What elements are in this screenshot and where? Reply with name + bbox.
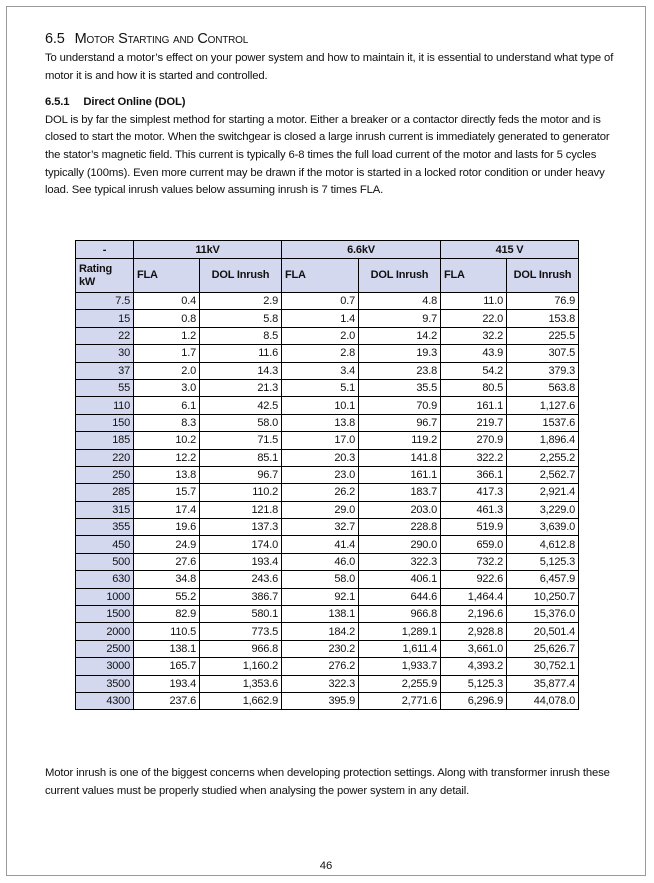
fla-cell: 237.6 <box>134 692 200 709</box>
fla-cell: 322.3 <box>282 675 359 692</box>
fla-cell: 55.2 <box>134 588 200 605</box>
fla-cell: 417.3 <box>441 484 507 501</box>
table-row <box>76 675 579 692</box>
dol-inrush-cell: 386.7 <box>200 588 282 605</box>
table-row <box>76 345 579 362</box>
intro-paragraph: To understand a motor’s effect on your power system and how to maintain it, it is essential to understand what type of motor it is and how it is started and controlled. <box>45 52 614 82</box>
fla-cell: 26.2 <box>282 484 359 501</box>
table-row <box>76 536 579 553</box>
table-row <box>76 432 579 449</box>
dol-inrush-cell: 11.6 <box>200 345 282 362</box>
dol-inrush-cell: 14.3 <box>200 362 282 379</box>
table-row <box>76 658 579 675</box>
dol-inrush-cell: 30,752.1 <box>507 658 579 675</box>
subsection-heading <box>45 94 615 112</box>
fla-cell: 5,125.3 <box>441 675 507 692</box>
fla-cell: 19.6 <box>134 519 200 536</box>
fla-cell: 366.1 <box>441 466 507 483</box>
dol-inrush-cell: 2,562.7 <box>507 466 579 483</box>
fla-cell: 276.2 <box>282 658 359 675</box>
fla-cell: 41.4 <box>282 536 359 553</box>
fla-cell: 17.4 <box>134 501 200 518</box>
dol-inrush-cell: 141.8 <box>359 449 441 466</box>
fla-cell: 13.8 <box>134 466 200 483</box>
rating-cell: 250 <box>76 466 134 483</box>
fla-cell: 138.1 <box>282 606 359 623</box>
table-row <box>76 310 579 327</box>
fla-cell: 184.2 <box>282 623 359 640</box>
fla-cell: 4,393.2 <box>441 658 507 675</box>
fla-cell: 80.5 <box>441 379 507 396</box>
dol-inrush-cell: 225.5 <box>507 327 579 344</box>
dol-inrush-cell: 406.1 <box>359 571 441 588</box>
rating-cell: 630 <box>76 571 134 588</box>
dol-inrush-cell: 379.3 <box>507 362 579 379</box>
rating-cell: 37 <box>76 362 134 379</box>
fla-cell: 10.2 <box>134 432 200 449</box>
dol-inrush-cell: 10,250.7 <box>507 588 579 605</box>
fla-cell: 34.8 <box>134 571 200 588</box>
fla-cell: 161.1 <box>441 397 507 414</box>
fla-cell: 732.2 <box>441 553 507 570</box>
dol-inrush-cell: 14.2 <box>359 327 441 344</box>
fla-cell: 15.7 <box>134 484 200 501</box>
dol-inrush-cell: 71.5 <box>200 432 282 449</box>
dol-inrush-cell: 1,611.4 <box>359 640 441 657</box>
table-row <box>76 449 579 466</box>
fla-cell: 82.9 <box>134 606 200 623</box>
table-row <box>76 484 579 501</box>
fla-cell: 3,661.0 <box>441 640 507 657</box>
rating-cell: 500 <box>76 553 134 570</box>
table-row <box>76 623 579 640</box>
dol-inrush-cell: 153.8 <box>507 310 579 327</box>
group-header-11kv: 11kV <box>134 241 282 259</box>
fla-cell: 219.7 <box>441 414 507 431</box>
fla-cell: 11.0 <box>441 293 507 310</box>
table-row <box>76 588 579 605</box>
document-page <box>6 6 646 876</box>
table-row <box>76 293 579 310</box>
fla-cell: 0.8 <box>134 310 200 327</box>
dol-inrush-cell: 773.5 <box>200 623 282 640</box>
dol-header: DOL Inrush <box>507 259 579 293</box>
rating-cell: 110 <box>76 397 134 414</box>
subsection-title: Direct Online (DOL) <box>83 96 186 109</box>
fla-cell: 1.7 <box>134 345 200 362</box>
dol-inrush-cell: 35,877.4 <box>507 675 579 692</box>
rating-cell: 1000 <box>76 588 134 605</box>
dol-header: DOL Inrush <box>200 259 282 293</box>
dol-inrush-cell: 96.7 <box>359 414 441 431</box>
fla-cell: 13.8 <box>282 414 359 431</box>
fla-cell: 3.0 <box>134 379 200 396</box>
rating-cell: 355 <box>76 519 134 536</box>
page-number: 46 <box>319 860 333 872</box>
dol-inrush-cell: 966.8 <box>359 606 441 623</box>
table-group-header <box>76 241 579 259</box>
rating-cell: 2500 <box>76 640 134 657</box>
table-row <box>76 640 579 657</box>
dol-inrush-cell: 228.8 <box>359 519 441 536</box>
inrush-table <box>75 240 579 710</box>
table-row <box>76 414 579 431</box>
rating-cell: 450 <box>76 536 134 553</box>
fla-cell: 2.0 <box>282 327 359 344</box>
fla-cell: 110.5 <box>134 623 200 640</box>
dol-inrush-cell: 25,626.7 <box>507 640 579 657</box>
dol-inrush-cell: 644.6 <box>359 588 441 605</box>
fla-cell: 6.1 <box>134 397 200 414</box>
dol-inrush-cell: 1,933.7 <box>359 658 441 675</box>
dol-inrush-cell: 1537.6 <box>507 414 579 431</box>
fla-cell: 0.4 <box>134 293 200 310</box>
fla-cell: 22.0 <box>441 310 507 327</box>
dol-inrush-cell: 4.8 <box>359 293 441 310</box>
section-title: Motor Starting and Control <box>74 31 249 47</box>
rating-cell: 220 <box>76 449 134 466</box>
page-content <box>45 31 615 200</box>
rating-cell: 3500 <box>76 675 134 692</box>
table-body <box>76 293 579 710</box>
rating-cell: 30 <box>76 345 134 362</box>
rating-cell: 185 <box>76 432 134 449</box>
fla-cell: 461.3 <box>441 501 507 518</box>
dol-inrush-cell: 4,612.8 <box>507 536 579 553</box>
fla-cell: 193.4 <box>134 675 200 692</box>
dol-inrush-cell: 23.8 <box>359 362 441 379</box>
fla-cell: 138.1 <box>134 640 200 657</box>
table-row <box>76 519 579 536</box>
rating-cell: 3000 <box>76 658 134 675</box>
dol-inrush-cell: 6,457.9 <box>507 571 579 588</box>
rating-cell: 15 <box>76 310 134 327</box>
group-header-415v: 415 V <box>441 241 579 259</box>
fla-cell: 5.1 <box>282 379 359 396</box>
dol-inrush-cell: 20,501.4 <box>507 623 579 640</box>
fla-cell: 32.2 <box>441 327 507 344</box>
fla-cell: 58.0 <box>282 571 359 588</box>
fla-cell: 17.0 <box>282 432 359 449</box>
dol-inrush-cell: 3,229.0 <box>507 501 579 518</box>
fla-header: FLA <box>282 259 359 293</box>
fla-cell: 43.9 <box>441 345 507 362</box>
fla-cell: 659.0 <box>441 536 507 553</box>
dol-inrush-cell: 290.0 <box>359 536 441 553</box>
dol-inrush-cell: 2,921.4 <box>507 484 579 501</box>
fla-cell: 24.9 <box>134 536 200 553</box>
rating-header: Rating kW <box>76 259 134 293</box>
dol-inrush-cell: 3,639.0 <box>507 519 579 536</box>
dol-inrush-cell: 203.0 <box>359 501 441 518</box>
dol-inrush-cell: 1,127.6 <box>507 397 579 414</box>
dol-inrush-cell: 193.4 <box>200 553 282 570</box>
closing-paragraph: Motor inrush is one of the biggest concerns when developing protection settings. Along with transformer inrush these current values must be properly studied when analysing the power system in any detail. <box>45 767 610 797</box>
table-row <box>76 501 579 518</box>
dol-inrush-cell: 161.1 <box>359 466 441 483</box>
rating-cell: 1500 <box>76 606 134 623</box>
fla-cell: 3.4 <box>282 362 359 379</box>
fla-cell: 6,296.9 <box>441 692 507 709</box>
fla-cell: 322.2 <box>441 449 507 466</box>
dol-inrush-cell: 174.0 <box>200 536 282 553</box>
rating-cell: 22 <box>76 327 134 344</box>
dol-inrush-cell: 35.5 <box>359 379 441 396</box>
fla-cell: 395.9 <box>282 692 359 709</box>
corner-cell: - <box>76 241 134 259</box>
dol-inrush-cell: 19.3 <box>359 345 441 362</box>
dol-inrush-cell: 1,160.2 <box>200 658 282 675</box>
fla-cell: 165.7 <box>134 658 200 675</box>
group-header-6-6kv: 6.6kV <box>282 241 441 259</box>
dol-inrush-cell: 1,353.6 <box>200 675 282 692</box>
table-row <box>76 553 579 570</box>
table-row <box>76 571 579 588</box>
fla-cell: 92.1 <box>282 588 359 605</box>
fla-cell: 2,196.6 <box>441 606 507 623</box>
rating-cell: 285 <box>76 484 134 501</box>
fla-cell: 0.7 <box>282 293 359 310</box>
dol-inrush-cell: 243.6 <box>200 571 282 588</box>
dol-inrush-cell: 42.5 <box>200 397 282 414</box>
dol-inrush-cell: 96.7 <box>200 466 282 483</box>
dol-inrush-cell: 2,255.9 <box>359 675 441 692</box>
fla-cell: 519.9 <box>441 519 507 536</box>
fla-cell: 54.2 <box>441 362 507 379</box>
dol-inrush-cell: 119.2 <box>359 432 441 449</box>
table-row <box>76 606 579 623</box>
fla-cell: 1.2 <box>134 327 200 344</box>
fla-cell: 922.6 <box>441 571 507 588</box>
body-paragraph: DOL is by far the simplest method for starting a motor. Either a breaker or a contactor directly feds the motor and is closed to start the motor. When the switchgear is closed a large inrush current is immediately generated to generator the stator’s magnetic field. This current is typically 6-8 times the full load current of the motor and lasts for 5 cycles typically (100ms). Even more current may be drawn if the motor is started in a locked rotor condition or under heavy load. See typical inrush values below assuming inrush is 7 times FLA. <box>45 113 610 197</box>
fla-cell: 32.7 <box>282 519 359 536</box>
dol-inrush-cell: 5,125.3 <box>507 553 579 570</box>
table-row <box>76 379 579 396</box>
fla-cell: 1,464.4 <box>441 588 507 605</box>
dol-inrush-cell: 580.1 <box>200 606 282 623</box>
section-heading <box>45 31 615 47</box>
fla-cell: 2.8 <box>282 345 359 362</box>
dol-inrush-cell: 110.2 <box>200 484 282 501</box>
dol-inrush-cell: 2,255.2 <box>507 449 579 466</box>
dol-inrush-cell: 21.3 <box>200 379 282 396</box>
fla-header: FLA <box>134 259 200 293</box>
fla-cell: 2.0 <box>134 362 200 379</box>
dol-inrush-cell: 44,078.0 <box>507 692 579 709</box>
table-column-header <box>76 259 579 293</box>
dol-inrush-cell: 70.9 <box>359 397 441 414</box>
fla-cell: 29.0 <box>282 501 359 518</box>
dol-inrush-cell: 307.5 <box>507 345 579 362</box>
dol-inrush-cell: 1,662.9 <box>200 692 282 709</box>
fla-cell: 20.3 <box>282 449 359 466</box>
table-row <box>76 466 579 483</box>
table-row <box>76 692 579 709</box>
dol-inrush-cell: 58.0 <box>200 414 282 431</box>
section-number: 6.5 <box>45 31 65 47</box>
rating-cell: 55 <box>76 379 134 396</box>
dol-inrush-cell: 322.3 <box>359 553 441 570</box>
dol-inrush-cell: 966.8 <box>200 640 282 657</box>
dol-inrush-cell: 183.7 <box>359 484 441 501</box>
table-row <box>76 327 579 344</box>
fla-cell: 1.4 <box>282 310 359 327</box>
dol-inrush-cell: 8.5 <box>200 327 282 344</box>
dol-inrush-cell: 15,376.0 <box>507 606 579 623</box>
dol-inrush-cell: 5.8 <box>200 310 282 327</box>
fla-cell: 230.2 <box>282 640 359 657</box>
fla-cell: 23.0 <box>282 466 359 483</box>
dol-inrush-cell: 1,289.1 <box>359 623 441 640</box>
dol-header: DOL Inrush <box>359 259 441 293</box>
fla-cell: 270.9 <box>441 432 507 449</box>
dol-inrush-cell: 563.8 <box>507 379 579 396</box>
dol-inrush-cell: 2.9 <box>200 293 282 310</box>
dol-inrush-cell: 121.8 <box>200 501 282 518</box>
fla-cell: 46.0 <box>282 553 359 570</box>
fla-cell: 2,928.8 <box>441 623 507 640</box>
fla-header: FLA <box>441 259 507 293</box>
rating-cell: 315 <box>76 501 134 518</box>
fla-cell: 27.6 <box>134 553 200 570</box>
fla-cell: 8.3 <box>134 414 200 431</box>
dol-inrush-cell: 76.9 <box>507 293 579 310</box>
dol-inrush-cell: 85.1 <box>200 449 282 466</box>
dol-inrush-cell: 1,896.4 <box>507 432 579 449</box>
table-row <box>76 362 579 379</box>
table-row <box>76 397 579 414</box>
rating-cell: 150 <box>76 414 134 431</box>
rating-cell: 4300 <box>76 692 134 709</box>
dol-inrush-cell: 137.3 <box>200 519 282 536</box>
dol-inrush-cell: 2,771.6 <box>359 692 441 709</box>
rating-cell: 2000 <box>76 623 134 640</box>
fla-cell: 12.2 <box>134 449 200 466</box>
fla-cell: 10.1 <box>282 397 359 414</box>
rating-cell: 7.5 <box>76 293 134 310</box>
dol-inrush-cell: 9.7 <box>359 310 441 327</box>
subsection-number: 6.5.1 <box>45 96 70 109</box>
